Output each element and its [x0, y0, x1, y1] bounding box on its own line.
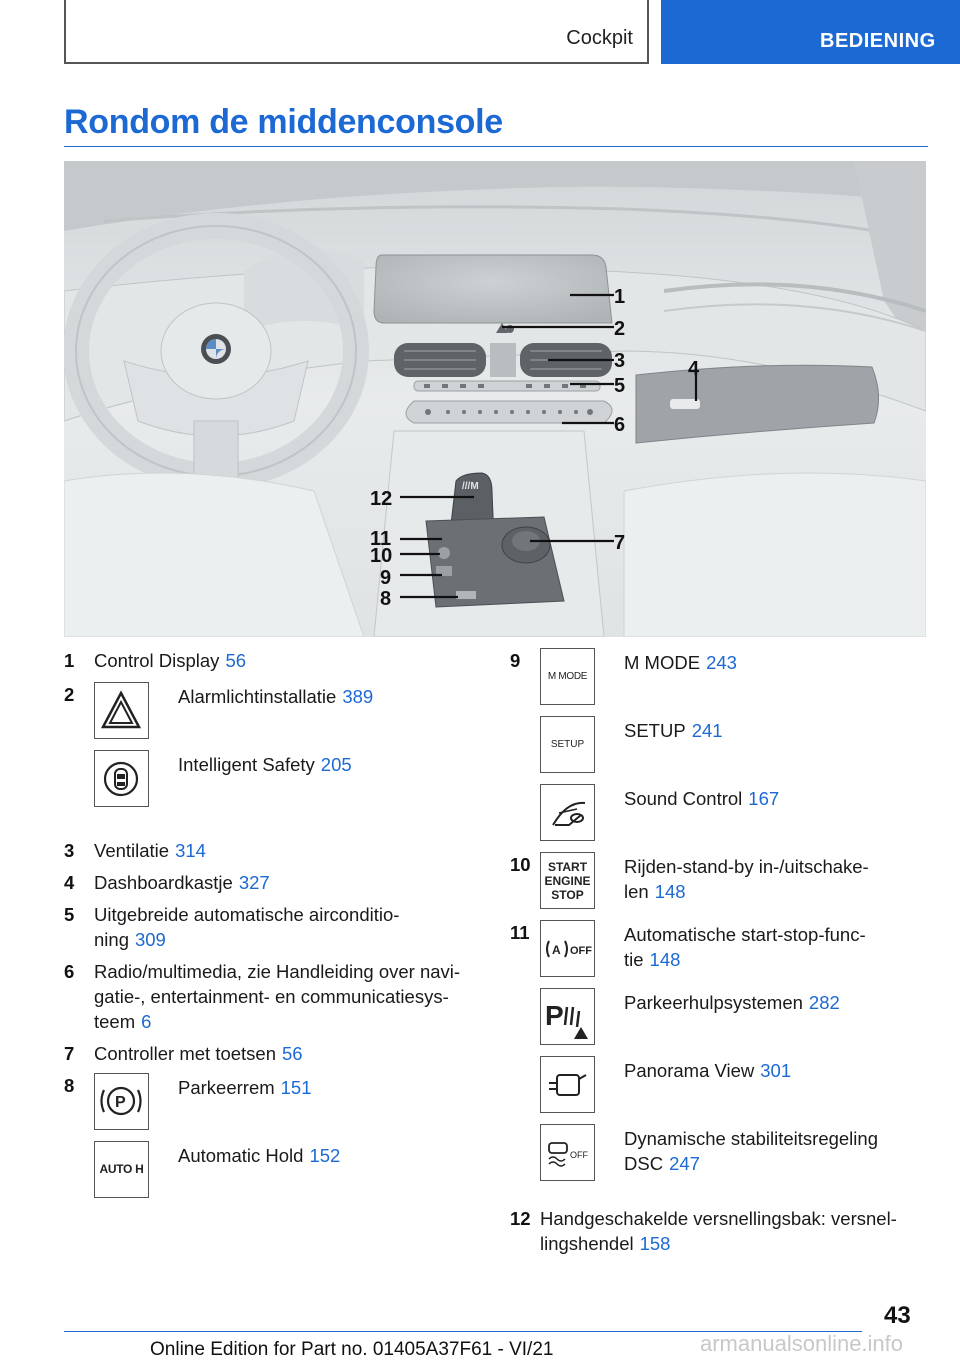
header-section-box	[661, 0, 960, 64]
svg-text:///M: ///M	[462, 481, 479, 492]
legend-item-12: 12 Handgeschakelde versnellingsbak: versnel- lingshendel 158	[510, 1208, 897, 1254]
setup-icon: SETUP	[540, 716, 595, 773]
page-ref[interactable]: 327	[238, 872, 270, 893]
legend-item-11: 11 A OFF Automatische start-stop-func- tie 148 P Parkeerhulpsystemen 282 Panorama View 301 OFF Dynamische stabiliteitsregeling DSC 247	[510, 920, 930, 1206]
callout-6: 6	[614, 414, 626, 436]
header-chapter-box	[64, 0, 649, 64]
start-stop-engine-icon: START ENGINE STOP	[540, 852, 595, 909]
cockpit-illustration	[64, 161, 926, 637]
callout-7: 7	[614, 532, 626, 554]
page-ref[interactable]: 314	[175, 840, 206, 861]
header-section: BEDIENING	[820, 30, 936, 52]
page-ref[interactable]: 167	[748, 788, 780, 809]
legend-item-3: 3 Ventilatie 314	[64, 840, 206, 861]
page-ref[interactable]: 56	[282, 1043, 303, 1064]
svg-text:P: P	[115, 1094, 126, 1111]
dsc-off-icon	[540, 1124, 595, 1181]
callout-10: 10	[370, 545, 393, 567]
callout-12: 12	[370, 488, 393, 510]
page-number: 43	[884, 1302, 911, 1329]
legend-item-4: 4 Dashboardkastje 327	[64, 872, 270, 893]
callout-5: 5	[614, 375, 626, 397]
legend-item-1: 1 Control Display 56	[64, 650, 247, 671]
legend-left-column	[64, 648, 474, 1209]
header-chapter: Cockpit	[566, 27, 633, 49]
callout-8: 8	[380, 588, 392, 610]
callout-2: 2	[614, 318, 626, 340]
page-ref[interactable]: 389	[342, 686, 374, 707]
callout-3: 3	[614, 350, 626, 372]
page-ref[interactable]: 148	[654, 881, 686, 902]
legend-item-2: 2 Alarmlichtinstallatie 389 Intelligent Safety 205	[64, 682, 474, 838]
auto-hold-icon: AUTO H	[94, 1141, 149, 1198]
hazard-triangle-icon	[94, 682, 149, 739]
m-mode-icon: M MODE	[540, 648, 595, 705]
parking-brake-icon	[94, 1073, 149, 1130]
legend-item-10: 10 START ENGINE STOP Rijden-stand-by in-/uitschake- len 148	[510, 852, 930, 920]
svg-text:A: A	[552, 943, 561, 957]
svg-text:P: P	[545, 1000, 564, 1031]
page-ref[interactable]: 243	[706, 652, 737, 673]
legend-item-5: 5 Uitgebreide automatische airconditio- ning 309	[64, 904, 400, 950]
legend-right-column	[510, 648, 930, 1256]
legend-item-8: 8 P Parkeerrem 151 AUTO H Automatic Hold 152	[64, 1073, 474, 1209]
legend-item-7: 7 Controller met toetsen 56	[64, 1043, 303, 1064]
page-ref[interactable]: 282	[808, 992, 840, 1013]
page-ref[interactable]: 309	[134, 929, 166, 950]
callout-11: 11	[370, 528, 392, 550]
callout-1: 1	[614, 286, 626, 308]
sound-control-icon	[540, 784, 595, 841]
parking-assist-icon	[540, 988, 595, 1045]
page-ref[interactable]: 151	[280, 1077, 312, 1098]
panorama-view-icon	[540, 1056, 595, 1113]
page-ref[interactable]: 152	[309, 1145, 341, 1166]
watermark: armanualsonline.info	[700, 1331, 904, 1356]
page-ref[interactable]: 6	[141, 1011, 152, 1032]
page-ref[interactable]: 247	[669, 1153, 700, 1174]
page-ref[interactable]: 56	[225, 650, 247, 671]
page-ref[interactable]: 205	[320, 754, 352, 775]
callout-4: 4	[688, 358, 700, 380]
svg-text:OFF: OFF	[570, 1150, 588, 1160]
footer-edition: Online Edition for Part no. 01405A37F61 - VI/21	[150, 1339, 554, 1360]
page-ref[interactable]: 301	[760, 1060, 792, 1081]
title-divider	[64, 146, 928, 147]
svg-text:OFF: OFF	[570, 945, 592, 957]
page-ref[interactable]: 158	[639, 1233, 671, 1254]
legend-item-9: 9 M MODE M MODE 243 SETUP SETUP 241 Sound Control 167	[510, 648, 930, 852]
page-ref[interactable]: 241	[691, 720, 723, 741]
page-title: Rondom de middenconsole	[64, 103, 503, 141]
page-ref[interactable]: 148	[649, 949, 681, 970]
legend-item-6: 6 Radio/multimedia, zie Handleiding over navi- gatie-, entertainment- en communicatiesys- teem 6	[64, 961, 461, 1032]
intelligent-safety-icon	[94, 750, 149, 807]
callout-9: 9	[380, 567, 392, 589]
auto-start-stop-off-icon	[540, 920, 595, 977]
